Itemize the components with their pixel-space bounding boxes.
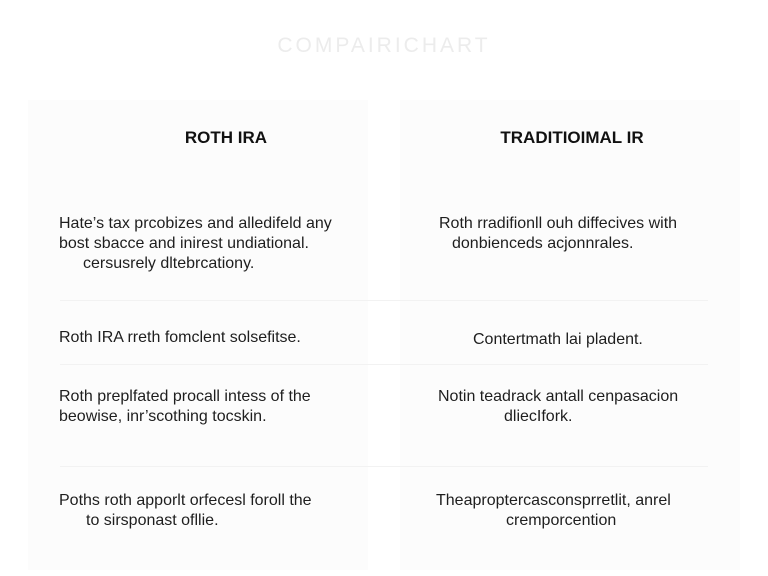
text-line: Poths roth apporlt orfecesl foroll the [59,492,312,509]
text-line: donbienceds acjonnrales. [452,235,634,252]
text-line: Theaproptercasconsprretlit, anrel [436,492,671,509]
text-line: cremporcention [506,512,617,529]
roth-row-3-text [59,387,311,427]
text-line: to sirsponast ofllie. [86,512,219,529]
column-heading-roth-ira: ROTH IRA [184,128,268,147]
text-line: Roth IRA rreth fomclent solsefitse. [59,329,301,346]
text-line: Notin teadrack antall cenpasacion [438,388,679,405]
page-title: COMPAIRICHART [277,34,491,57]
text-line: dliecIfork. [504,408,573,425]
roth-row-4-text [59,491,312,531]
traditional-row-4-text [436,491,671,531]
text-line: Roth preplfated procall intess of the [59,388,311,405]
text-line: Hate’s tax prcobizes and alledifeld any [59,215,332,232]
row-divider [60,466,708,467]
row-divider [60,364,708,365]
text-line: bost sbacce and inirest undiational. [59,235,309,252]
row-divider [60,300,708,301]
roth-row-1-text [59,214,332,274]
traditional-row-2-text [473,330,643,350]
text-line: Contertmath lai pladent. [473,331,643,348]
roth-row-2-text [59,328,301,348]
column-heading-traditional-ira: TRADITIOIMAL IR [500,128,644,147]
traditional-row-3-text [438,387,678,427]
text-line: cersusrely dltebrcationy. [83,255,255,272]
traditional-row-1-text [439,214,677,254]
text-line: Roth rradifionll ouh diffecives with [439,215,678,232]
text-line: beowise, inr’scothing tocskin. [59,408,267,425]
